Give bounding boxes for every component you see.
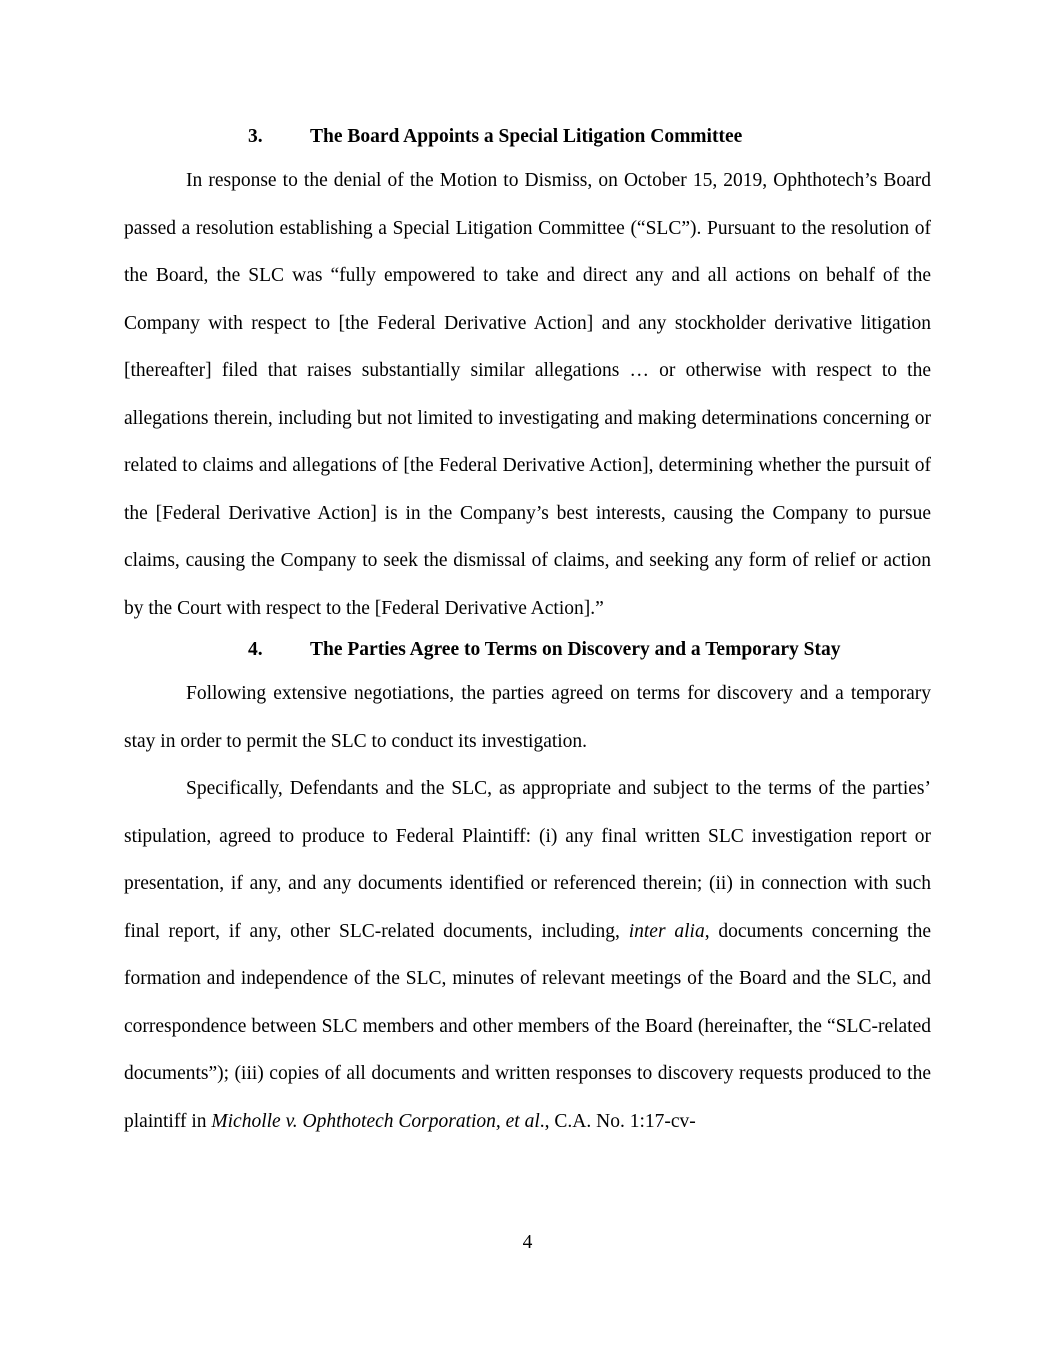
section-number: 3. <box>248 126 263 147</box>
paragraph-text: ., C.A. No. 1:17-cv- <box>539 1110 696 1132</box>
section-heading <box>124 634 931 666</box>
italic-phrase: inter alia <box>628 920 705 942</box>
section-heading <box>124 121 931 153</box>
paragraph-text: , documents concerning the formation and independence of the SLC, minutes of relevant meetings of the Board and the SLC, and correspondence between SLC members and other members of the Board (hereinafter, the “SLC-related documents”); (iii) copies of all documents and written responses to discovery requests produced to the plaintiff in <box>124 920 932 1132</box>
paragraph: In response to the denial of the Motion to Dismiss, on October 15, 2019, Ophthotech’s Board passed a resolution establishing a Special Litigation Committee (“SLC”). Pursuant to the resolution of the Board, the SLC was “fully empowered to take and direct any and all actions on behalf of the Company with respect to [the Federal Derivative Action] and any stockholder derivative litigation [thereafter] filed that raises substantially similar allegations … or otherwise with respect to the allegations therein, including but not limited to investigating and making determinations concerning or related to claims and allegations of [the Federal Derivative Action], determining whether the pursuit of the [Federal Derivative Action] is in the Company’s best interests, causing the Company to pursue claims, causing the Company to seek the dismissal of claims, and seeking any form of relief or action by the Court with respect to the [Federal Derivative Action].” <box>124 170 931 619</box>
document-body <box>124 121 931 1145</box>
paragraph-text: Specifically, Defendants and the SLC, as appropriate and subject to the terms of the parties’ stipulation, agreed to produce to Federal Plaintiff: (i) any final written SLC investigation report or presentation, if any, and any documents identified or referenced therein; (ii) in connection with such final report, if any, other SLC-related documents, including, <box>124 778 931 942</box>
paragraph <box>124 765 931 1145</box>
paragraph: Following extensive negotiations, the parties agreed on terms for discovery and a temporary stay in order to permit the SLC to conduct its investigation. <box>124 683 931 752</box>
case-citation: Micholle v. Ophthotech Corporation, et al <box>211 1110 540 1132</box>
page-number: 4 <box>522 1232 533 1253</box>
section-title: The Parties Agree to Terms on Discovery and a Temporary Stay <box>310 639 841 660</box>
section-title: The Board Appoints a Special Litigation Committee <box>310 126 743 147</box>
section-number: 4. <box>248 639 263 660</box>
